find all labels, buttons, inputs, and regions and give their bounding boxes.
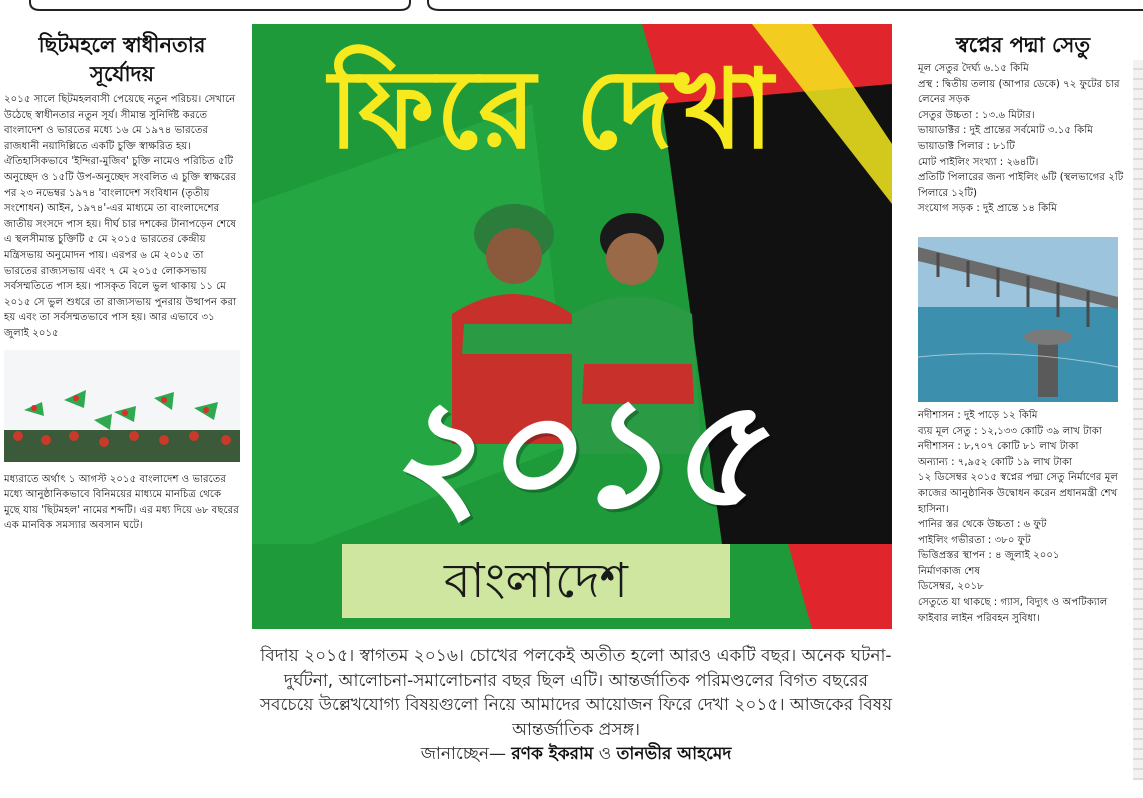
bridge-photo	[918, 237, 1118, 402]
feature-year: ২০১৫	[385, 367, 759, 541]
left-paragraph-2: মধ্যরাতে অর্থাৎ ১ আগস্ট ২০১৫ বাংলাদেশ ও ভারতের মধ্যে আনুষ্ঠানিকভাবে বিনিময়ের মাধ্যমে মানচিত্র থেকে মুছে যায় 'ছিটমহল' নামের শব্দটি। এর মধ্য দিয়ে ৬৮ বছরের এক মানবিক সমস্যার অবসান ঘটে।	[4, 473, 239, 532]
left-paragraph-1: ২০১৫ সালে ছিটমহলবাসী পেয়েছে নতুন পরিচয়। সেখানে উঠেছে স্বাধীনতার নতুন সূর্য। সীমান্ত সুনির্দিষ্ট করতে বাংলাদেশ ও ভারতের মধ্যে ১৬ মে ১৯৭৪ ভারতের রাজধানী নয়াদিল্লিতে একটি চুক্তি স্বাক্ষরিত হয়। ঐতিহাসিকভাবে 'ইন্দিরা-মুজিব' চুক্তি নামেও পরিচিত ৫টি অনুচ্ছেদ ও ১৫টি উপ-অনুচ্ছেদ সংবলিত এ চুক্তি স্বাক্ষরের পর ২৩ নভেম্বর ১৯৭৪ 'বাংলাদেশ সংবিধান (তৃতীয় সংশোধন) আইন, ১৯৭৪'-এর মাধ্যমে তা বাংলাদেশের জাতীয় সংসদে পাস হয়। দীর্ঘ চার দশকের টানাপড়েন শেষে এ স্থলসীমান্ত চুক্তিটি ৫ মে ২০১৫ ভারতের কেন্দ্রীয় মন্ত্রিসভায় অনুমোদন পায়। এরপর ৬ মে ২০১৫ তা ভারতের রাজ্যসভায় এবং ৭ মে ২০১৫ লোকসভায় সর্বসম্মতিতে পাস হয়। পাসকৃত বিলে ভুল থাকায় ১১ মে ২০১৫ সে ভুল শুধরে তা রাজ্যসভায় পুনরায় উত্থাপন করা হয় এবং তা সর্বসম্মতভাবে পাস হয়। আর এভাবে ৩১ জুলাই ২০১৫	[4, 94, 237, 339]
feature-title: ফিরে দেখা	[328, 44, 776, 174]
byline-and: ও	[598, 744, 612, 764]
author-1: রণক ইকরাম	[511, 744, 594, 764]
rally-photo	[4, 350, 240, 462]
top-frame	[0, 0, 1143, 14]
right-headline: স্বপ্নের পদ্মা সেতু	[955, 32, 1091, 57]
feature-banner	[252, 24, 892, 629]
country-label: বাংলাদেশ	[342, 544, 730, 618]
author-2: তানভীর আহমেদ	[616, 744, 732, 764]
bridge-facts-top: মূল সেতুর দৈর্ঘ্য ৬.১৫ কিমি প্রস্থ : দ্বিতীয় তলায় (আপার ডেকে) ৭২ ফুটের চার লেনের সড়ক সেতুর উচ্চতা : ১৩.৬ মিটার। ভায়াডাক্টর : দুই প্রান্তের সর্বমোট ৩.১৫ কিমি ভায়াডাক্ট পিলার : ৮১টি মোট পাইলিং সংখ্যা : ২৬৪টি। প্রতিটি পিলারের জন্য পাইলিং ৬টি (স্থলভাগের ২টি পিলারে ১২টি) সংযোগ সড়ক : দুই প্রান্তে ১৪ কিমি	[918, 63, 1124, 215]
intro-paragraph	[256, 644, 896, 767]
bridge-facts-bottom: নদীশাসন : দুই পাড়ে ১২ কিমি ব্যয় মূল সেতু : ১২,১৩৩ কোটি ৩৯ লাখ টাকা নদীশাসন : ৮,৭০৭ কোটি ৮১ লাখ টাকা অন্যান্য : ৭,৯৫২ কোটি ১৯ লাখ টাকা ১২ ডিসেম্বর ২০১৫ স্বপ্নের পদ্মা সেতু নির্মাণের মূল কাজের আনুষ্ঠানিক উদ্বোধন করেন প্রধানমন্ত্রী শেখ হাসিনা। পানির স্তর থেকে উচ্চতা : ৬ ফুট পাইলিং গভীরতা : ৩৮০ ফুট ভিত্তিপ্রস্তর স্থাপন : ৪ জুলাই ২০০১ নির্মাণকাজ শেষ ডিসেম্বর, ২০১৮ সেতুতে যা থাকছে : গ্যাস, বিদ্যুৎ ও অপটিক্যাল ফাইবার লাইন পরিবহন সুবিধা।	[918, 409, 1119, 624]
right-article	[918, 30, 1128, 626]
intro-text: বিদায় ২০১৫। স্বাগতম ২০১৬। চোখের পলকেই অতীত হলো আরও একটি বছর। অনেক ঘটনা-দুর্ঘটনা, আলোচনা-সমালোচনার বছর ছিল এটি। আন্তর্জাতিক পরিমণ্ডলের বিগত বছরের সবচেয়ে উল্লেখযোগ্য বিষয়গুলো নিয়ে আমাদের আয়োজন ফিরে দেখা ২০১৫। আজকের বিষয় আন্তর্জাতিক প্রসঙ্গ।	[259, 646, 893, 740]
left-headline: ছিটমহলে স্বাধীনতার সূর্যোদয়	[38, 32, 206, 86]
left-article	[4, 30, 240, 534]
byline-prefix: জানাচ্ছেন—	[420, 744, 507, 764]
adjacent-page-edge	[1133, 60, 1143, 780]
